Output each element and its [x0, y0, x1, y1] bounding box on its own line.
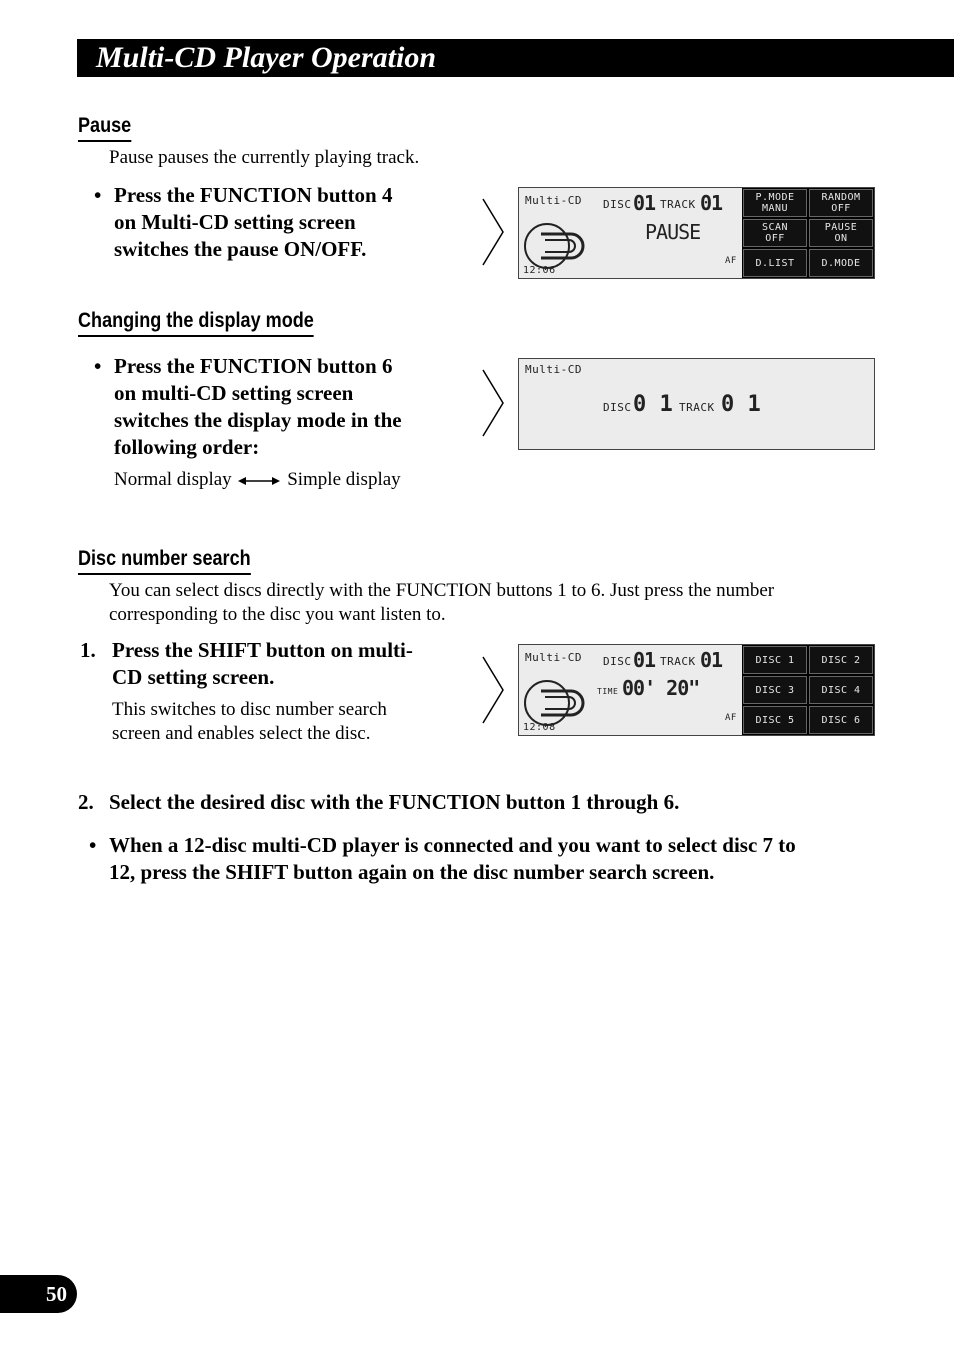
- display-mode-instruction-line: following order:: [114, 435, 260, 459]
- lcd-track-number: 01: [700, 191, 723, 215]
- pause-intro: Pause pauses the currently playing track.: [109, 147, 420, 168]
- display-mode-instruction: [94, 353, 402, 461]
- pause-instruction: [94, 182, 393, 263]
- bullet: •: [94, 354, 102, 378]
- lcd-clock: 12:06: [523, 265, 556, 276]
- page-number: 50: [0, 1275, 77, 1313]
- disc-search-intro: [109, 579, 774, 627]
- display-mode-instruction-line: Press the FUNCTION button 6: [114, 354, 393, 378]
- bullet: •: [89, 833, 97, 857]
- bullet: •: [94, 183, 102, 207]
- lcd-track-label: TRACK: [660, 655, 696, 668]
- step-2-text: Select the desired disc with the FUNCTION button 1 through 6.: [109, 790, 680, 814]
- arrow-right-icon: [481, 368, 505, 438]
- disc-icon: [521, 218, 585, 270]
- display-mode-instruction-line: on multi-CD setting screen: [114, 381, 354, 405]
- twelve-disc-note: [89, 832, 796, 886]
- arrow-right-icon: [481, 655, 505, 725]
- display-mode-order: [114, 468, 401, 492]
- lcd-disc-label: DISC: [603, 401, 632, 414]
- pause-instruction-line: on Multi-CD setting screen: [114, 210, 356, 234]
- display-mode-heading: Changing the display mode: [78, 308, 314, 337]
- function-button-2[interactable]: RANDOM OFF: [809, 189, 873, 217]
- disc-button-6[interactable]: DISC 6: [809, 706, 873, 734]
- lcd-track-label: TRACK: [679, 401, 715, 414]
- step-1: [80, 637, 413, 691]
- function-buttons: [742, 188, 874, 278]
- function-button-5[interactable]: D.LIST: [743, 249, 807, 277]
- lcd-source: Multi-CD: [525, 651, 582, 664]
- page-title: Multi-CD Player Operation: [96, 41, 437, 74]
- step-number: 2.: [78, 790, 94, 814]
- lcd-track-label: TRACK: [660, 198, 696, 211]
- lcd-source: Multi-CD: [525, 194, 582, 207]
- lcd-af: AF: [725, 256, 737, 266]
- lcd-track-number: 0 1: [721, 392, 761, 417]
- lcd-af: AF: [725, 713, 737, 723]
- order-normal: Normal display: [114, 469, 232, 490]
- disc-button-1[interactable]: DISC 1: [743, 646, 807, 674]
- step-1-line: Press the SHIFT button on multi-: [112, 638, 413, 662]
- display-mode-instruction-line: switches the display mode in the: [114, 408, 402, 432]
- note-line: 12, press the SHIFT button again on the disc number search screen.: [109, 860, 715, 884]
- intro-line: You can select discs directly with the FUNCTION buttons 1 to 6. Just press the number: [109, 580, 775, 601]
- step-2: [78, 789, 680, 816]
- disc-search-heading: Disc number search: [78, 546, 251, 575]
- disc-icon: [521, 675, 585, 727]
- pause-instruction-line: switches the pause ON/OFF.: [114, 237, 367, 261]
- function-button-4[interactable]: PAUSE ON: [809, 219, 873, 247]
- lcd-clock: 12:08: [523, 722, 556, 733]
- double-arrow-icon: [238, 475, 280, 487]
- disc-button-4[interactable]: DISC 4: [809, 676, 873, 704]
- lcd-disc-number: 0 1: [633, 392, 673, 417]
- disc-search-lcd-screen: [518, 644, 875, 736]
- disc-buttons: [742, 645, 874, 735]
- intro-line: corresponding to the disc you want listen to.: [109, 604, 446, 625]
- pause-lcd-screen: [518, 187, 875, 279]
- lcd-time-value: 00' 20": [622, 676, 700, 700]
- lcd-source: Multi-CD: [525, 363, 582, 376]
- step-1-note: [112, 698, 387, 746]
- function-button-6[interactable]: D.MODE: [809, 249, 873, 277]
- pause-instruction-line: Press the FUNCTION button 4: [114, 183, 393, 207]
- arrow-right-icon: [481, 197, 505, 267]
- lcd-disc-label: DISC: [603, 655, 632, 668]
- lcd-status: PAUSE: [645, 220, 701, 244]
- order-simple: Simple display: [287, 469, 401, 490]
- lcd-disc-label: DISC: [603, 198, 632, 211]
- step-1-note-line: screen and enables select the disc.: [112, 723, 371, 744]
- lcd-track-number: 01: [700, 648, 723, 672]
- disc-button-2[interactable]: DISC 2: [809, 646, 873, 674]
- step-1-note-line: This switches to disc number search: [112, 699, 387, 720]
- pause-heading: Pause: [78, 113, 131, 142]
- note-line: When a 12-disc multi-CD player is connected and you want to select disc 7 to: [109, 833, 796, 857]
- lcd-time-label: TIME: [597, 687, 619, 696]
- title-bar: [77, 39, 954, 77]
- disc-button-5[interactable]: DISC 5: [743, 706, 807, 734]
- step-number: 1.: [80, 638, 96, 662]
- function-button-1[interactable]: P.MODE MANU: [743, 189, 807, 217]
- lcd-disc-number: 01: [633, 648, 656, 672]
- step-1-line: CD setting screen.: [112, 665, 275, 689]
- lcd-disc-number: 01: [633, 191, 656, 215]
- disc-button-3[interactable]: DISC 3: [743, 676, 807, 704]
- function-button-3[interactable]: SCAN OFF: [743, 219, 807, 247]
- simple-lcd-screen: [518, 358, 875, 450]
